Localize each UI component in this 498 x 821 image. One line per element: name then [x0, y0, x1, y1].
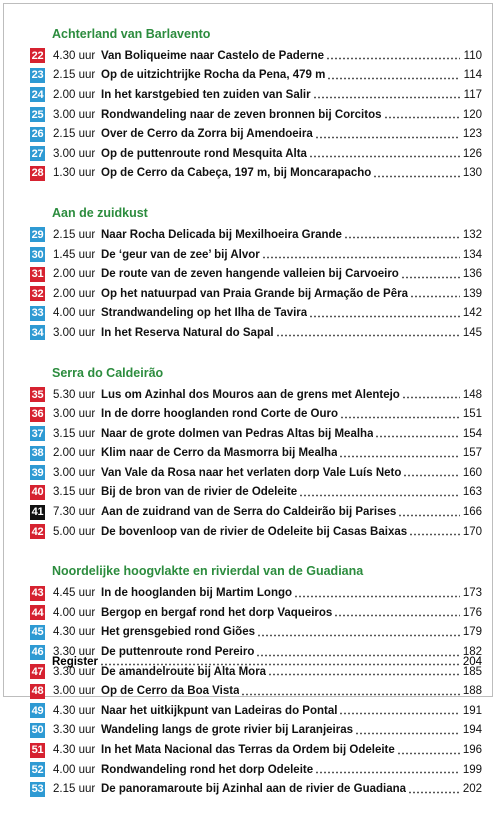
page-number: 160: [462, 466, 482, 479]
route-duration: 2.15 uur: [53, 783, 96, 796]
toc-entry[interactable]: [30, 144, 482, 164]
leader-dots: [340, 416, 460, 419]
route-title: De amandelroute bij Alta Mora: [101, 665, 267, 678]
section-title: Aan de zuidkust: [52, 206, 148, 221]
leader-dots: [384, 116, 460, 119]
route-title: De puttenroute rond Pereiro: [101, 646, 255, 659]
leader-dots: [344, 236, 460, 239]
toc-entry[interactable]: [30, 385, 482, 405]
route-number-badge: 47: [31, 665, 44, 678]
route-title: Op de Cerro da Boa Vista: [101, 685, 240, 698]
register-entry[interactable]: [52, 652, 482, 671]
route-number-badge: 41: [31, 506, 44, 519]
route-number-badge: 39: [31, 466, 44, 479]
route-number-badge: 38: [31, 447, 44, 460]
toc-entry[interactable]: [30, 284, 482, 304]
route-title: De route van de zeven hangende valleien bij Carvoeiro: [101, 268, 399, 281]
route-duration: 3.30 uur: [53, 646, 96, 659]
page-number: 185: [462, 665, 482, 678]
toc-entry[interactable]: [30, 304, 482, 324]
route-title: Strandwandeling op het Ilha de Tavira: [101, 307, 308, 320]
leader-dots: [401, 276, 460, 279]
toc-entry[interactable]: [30, 404, 482, 424]
route-duration: 4.30 uur: [53, 704, 96, 717]
route-title: Wandeling langs de grote rivier bij Laranjeiras: [101, 724, 354, 737]
section-title: Noordelijke hoogvlakte en rivierdal van de Guadiana: [52, 564, 364, 579]
route-number-badge: 31: [31, 268, 44, 281]
route-number-badge: 28: [31, 167, 44, 180]
page-number: 136: [462, 268, 482, 281]
route-title: In de dorre hooglanden rond Corte de Ouro: [101, 408, 339, 421]
route-title: Naar de grote dolmen van Pedras Altas bij Mealha: [101, 427, 374, 440]
route-duration: 4.30 uur: [53, 49, 96, 62]
route-number-badge: 35: [31, 388, 44, 401]
toc-entry[interactable]: [30, 740, 482, 760]
toc-entry[interactable]: [30, 124, 482, 144]
leader-dots: [309, 155, 460, 158]
leader-dots: [315, 136, 460, 139]
route-duration: 4.30 uur: [53, 626, 96, 639]
section-title: Achterland van Barlavento: [52, 27, 211, 41]
leader-dots: [355, 732, 460, 735]
route-duration: 2.15 uur: [53, 69, 96, 82]
leader-dots: [262, 256, 460, 259]
toc-entry[interactable]: [30, 46, 482, 66]
page-number: 126: [462, 147, 482, 160]
route-number-badge: 42: [31, 525, 44, 538]
toc-entry[interactable]: [30, 105, 482, 125]
route-duration: 3.00 uur: [53, 408, 96, 421]
page-number: 148: [462, 388, 482, 401]
leader-dots: [327, 77, 460, 80]
leader-dots: [294, 595, 460, 598]
page-number: 130: [462, 167, 482, 180]
page-number: 163: [462, 486, 482, 499]
toc-section: [30, 26, 482, 183]
page-number: 154: [462, 427, 482, 440]
leader-dots: [398, 514, 460, 517]
route-title: Aan de zuidrand van de Serra do Caldeirão bij Parises: [101, 506, 397, 519]
route-title: In de hooglanden bij Martim Longo: [101, 587, 293, 600]
route-duration: 4.45 uur: [53, 587, 96, 600]
route-number-badge: 49: [31, 704, 44, 717]
page-number: 188: [462, 685, 482, 698]
toc-entry[interactable]: [30, 424, 482, 444]
page-number: 194: [462, 724, 482, 737]
page-number: 166: [462, 506, 482, 519]
page-number: 182: [462, 646, 482, 659]
route-number-badge: 36: [31, 408, 44, 421]
route-number-badge: 52: [31, 763, 44, 776]
section-title: Serra do Caldeirão: [52, 365, 164, 380]
leader-dots: [241, 693, 460, 696]
page-number: 191: [462, 704, 482, 717]
page-number: 134: [462, 248, 482, 261]
toc-entry[interactable]: [30, 225, 482, 245]
route-number-badge: 32: [31, 287, 44, 300]
toc-entry[interactable]: [30, 463, 482, 483]
route-title: Van Boliqueime naar Castelo de Paderne: [101, 49, 325, 62]
route-duration: 2.00 uur: [53, 287, 96, 300]
route-number-badge: 34: [31, 326, 44, 339]
leader-dots: [315, 771, 460, 774]
leader-dots: [257, 634, 460, 637]
toc-entry[interactable]: [30, 323, 482, 343]
leader-dots: [409, 533, 460, 536]
route-number-badge: 26: [31, 128, 44, 141]
toc-entry[interactable]: [30, 681, 482, 701]
route-number-badge: 51: [31, 744, 44, 757]
leader-dots: [339, 455, 460, 458]
table-of-contents: [30, 26, 482, 821]
route-title: Lus om Azinhal dos Mouros aan de grens met Alentejo: [101, 388, 400, 401]
route-title: De panoramaroute bij Azinhal aan de rivier de Guadiana: [101, 783, 407, 796]
leader-dots: [373, 175, 460, 178]
page-number: 145: [462, 326, 482, 339]
toc-section: [30, 205, 482, 343]
leader-dots: [299, 494, 460, 497]
page-number: 142: [462, 307, 482, 320]
leader-dots: [268, 673, 460, 676]
route-title: Bergop en bergaf rond het dorp Vaqueiros: [101, 606, 333, 619]
route-duration: 4.00 uur: [53, 606, 96, 619]
route-title: Op het natuurpad van Praia Grande bij Armação de Pêra: [101, 287, 408, 300]
route-number-badge: 50: [31, 724, 44, 737]
route-title: De ‘geur van de zee’ bij Alvor: [101, 248, 260, 261]
route-number-badge: 30: [31, 248, 44, 261]
route-duration: 3.30 uur: [53, 665, 96, 678]
route-title: In het Mata Nacional das Terras da Ordem bij Odeleite: [101, 744, 395, 757]
page-number: 117: [463, 88, 482, 101]
route-title: Rondwandeling naar de zeven bronnen bij Corcitos: [101, 108, 382, 121]
route-number-badge: 43: [31, 587, 44, 600]
route-title: Naar het uitkijkpunt van Ladeiras do Pontal: [101, 704, 338, 717]
toc-entry[interactable]: [30, 603, 482, 623]
route-title: Naar Rocha Delicada bij Mexilhoeira Grande: [101, 228, 342, 241]
route-title: Rondwandeling rond het dorp Odeleite: [101, 763, 314, 776]
route-duration: 3.00 uur: [53, 147, 96, 160]
toc-entry[interactable]: [30, 444, 482, 464]
toc-section: [30, 563, 482, 799]
leader-dots: [375, 435, 460, 438]
register-label: Register: [52, 655, 99, 668]
route-duration: 3.15 uur: [53, 486, 96, 499]
route-number-badge: 33: [31, 307, 44, 320]
page-number: 196: [462, 744, 482, 757]
toc-entry[interactable]: [30, 583, 482, 603]
route-number-badge: 37: [31, 427, 44, 440]
route-number-badge: 25: [31, 108, 44, 121]
route-title: In het karstgebied ten zuiden van Salir: [101, 88, 311, 101]
page-number: 173: [462, 587, 482, 600]
route-duration: 5.00 uur: [53, 525, 96, 538]
leader-dots: [410, 295, 460, 298]
page-number: 123: [462, 128, 482, 141]
route-duration: 1.30 uur: [53, 167, 96, 180]
route-number-badge: 46: [31, 646, 44, 659]
toc-entry[interactable]: [30, 245, 482, 265]
route-number-badge: 40: [31, 486, 44, 499]
toc-entry[interactable]: [30, 779, 482, 799]
leader-dots: [408, 791, 460, 794]
route-duration: 2.00 uur: [53, 88, 96, 101]
page-number: 199: [462, 763, 482, 776]
leader-dots: [100, 663, 460, 666]
toc-entry[interactable]: [30, 66, 482, 86]
route-duration: 2.00 uur: [53, 447, 96, 460]
route-title: Klim naar de Cerro da Masmorra bij Mealha: [101, 447, 338, 460]
route-title: Op de puttenroute rond Mesquita Alta: [101, 147, 307, 160]
route-title: Bij de bron van de rivier de Odeleite: [101, 486, 298, 499]
route-duration: 2.15 uur: [53, 128, 96, 141]
route-duration: 2.00 uur: [53, 268, 96, 281]
leader-dots: [402, 396, 460, 399]
route-title: De bovenloop van de rivier de Odeleite bij Casas Baixas: [101, 525, 408, 538]
toc-section: [30, 365, 482, 542]
route-number-badge: 22: [31, 49, 44, 62]
leader-dots: [326, 57, 460, 60]
toc-entry[interactable]: [30, 483, 482, 503]
page-number: 139: [462, 287, 482, 300]
leader-dots: [276, 334, 460, 337]
toc-entry[interactable]: [30, 164, 482, 184]
route-number-badge: 53: [31, 783, 44, 796]
leader-dots: [397, 752, 460, 755]
page-number: 110: [463, 49, 482, 62]
page-number: 176: [462, 606, 482, 619]
route-duration: 3.30 uur: [53, 724, 96, 737]
route-number-badge: 44: [31, 606, 44, 619]
toc-entry[interactable]: [30, 522, 482, 542]
route-duration: 7.30 uur: [53, 506, 96, 519]
leader-dots: [339, 712, 460, 715]
route-duration: 3.00 uur: [53, 685, 96, 698]
route-number-badge: 24: [31, 88, 44, 101]
toc-entry[interactable]: [30, 721, 482, 741]
route-number-badge: 23: [31, 69, 44, 82]
route-duration: 4.00 uur: [53, 307, 96, 320]
leader-dots: [313, 96, 460, 99]
toc-entry[interactable]: [30, 760, 482, 780]
register-page: 204: [462, 655, 482, 668]
route-duration: 4.00 uur: [53, 763, 96, 776]
route-duration: 5.30 uur: [53, 388, 96, 401]
toc-entry[interactable]: [30, 701, 482, 721]
route-duration: 1.45 uur: [53, 248, 96, 261]
toc-entry[interactable]: [30, 502, 482, 522]
page-number: 179: [462, 626, 482, 639]
leader-dots: [309, 315, 460, 318]
route-title: In het Reserva Natural do Sapal: [101, 326, 274, 339]
route-number-badge: 45: [31, 626, 44, 639]
page-number: 170: [462, 525, 482, 538]
page-number: 202: [462, 783, 482, 796]
leader-dots: [403, 474, 460, 477]
toc-entry[interactable]: [30, 264, 482, 284]
toc-entry[interactable]: [30, 623, 482, 643]
route-title: Over de Cerro da Zorra bij Amendoeira: [101, 128, 313, 141]
route-number-badge: 27: [31, 147, 44, 160]
page-number: 120: [462, 108, 482, 121]
route-title: Op de uitzichtrijke Rocha da Pena, 479 m: [101, 69, 326, 82]
route-duration: 3.00 uur: [53, 108, 96, 121]
route-duration: 3.00 uur: [53, 466, 96, 479]
toc-entry[interactable]: [30, 85, 482, 105]
route-duration: 3.00 uur: [53, 326, 96, 339]
route-title: Van Vale da Rosa naar het verlaten dorp Vale Luís Neto: [101, 466, 402, 479]
page-number: 151: [462, 408, 482, 421]
page-number: 157: [462, 447, 482, 460]
route-title: Het grensgebied rond Giões: [101, 626, 255, 639]
leader-dots: [334, 614, 460, 617]
page-number: 132: [462, 228, 482, 241]
route-number-badge: 48: [31, 685, 44, 698]
page-number: 114: [463, 69, 482, 82]
route-duration: 4.30 uur: [53, 744, 96, 757]
route-number-badge: 29: [31, 228, 44, 241]
route-duration: 3.15 uur: [53, 427, 96, 440]
route-title: Op de Cerro da Cabeça, 197 m, bij Moncarapacho: [101, 167, 372, 180]
route-duration: 2.15 uur: [53, 228, 96, 241]
